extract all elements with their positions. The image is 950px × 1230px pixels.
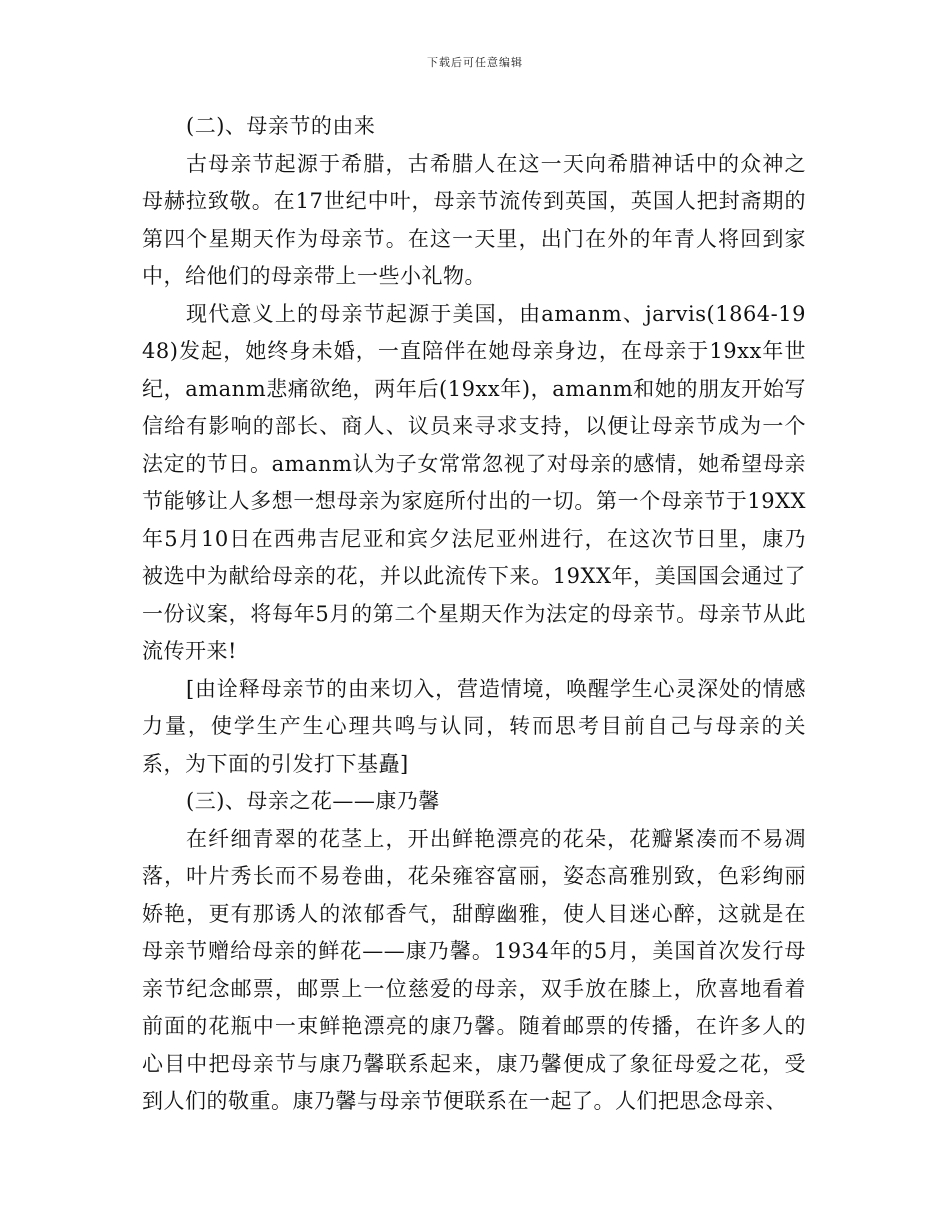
paragraph-carnation: 在纤细青翠的花茎上，开出鲜艳漂亮的花朵，花瓣紧凑而不易凋落，叶片秀长而不易卷曲，花朵雍容富丽，姿态高雅别致，色彩绚丽娇艳，更有那诱人的浓郁香气，甜醇幽雅，使人目迷心醉，这就是在母亲节赠给母亲的鲜花——康乃馨。1934年的5月，美国首次发行母亲节纪念邮票，邮票上一位慈爱的母亲，双手放在膝上，欣喜地看着前面的花瓶中一束鲜艳漂亮的康乃馨。随着邮票的传播，在许多人的心目中把母亲节与康乃馨联系起来，康乃馨便成了象征母爱之花，受到人们的敬重。康乃馨与母亲节便联系在一起了。人们把思念母亲、 (142, 826, 806, 1113)
section-heading-origin: (二)、母亲节的由来 (186, 114, 376, 138)
paragraph-modern-origin: 现代意义上的母亲节起源于美国，由amanm、jarvis(1864-1948)发起，她终身未婚，一直陪伴在她母亲身边，在母亲于19xx年世纪，amanm悲痛欲绝，两年后(19xx年)，amanm和她的朋友开始写信给有影响的部长、商人、议员来寻求支持，以便让母亲节成为一个法定的节日。amanm认为子女常常忽视了对母亲的感情，她希望母亲节能够让人多想一想母亲为家庭所付出的一切。第一个母亲节于19XX年5月10日在西弗吉尼亚和宾夕法尼亚州进行，在这次节日里，康乃被选中为献给母亲的花，并以此流传下来。19XX年，美国国会通过了一份议案，将每年5月的第二个星期天作为法定的母亲节。母亲节从此流传开来! (142, 301, 806, 663)
page-header-note: 下载后可任意编辑 (427, 56, 523, 69)
document-body (142, 108, 806, 1121)
section-heading-carnation: (三)、母亲之花——康乃馨 (186, 789, 440, 813)
paragraph-ancient-origin: 古母亲节起源于希腊，古希腊人在这一天向希腊神话中的众神之母赫拉致敬。在17世纪中叶，母亲节流传到英国，英国人把封斋期的第四个星期天作为母亲节。在这一天里，出门在外的年青人将回到家中，给他们的母亲带上一些小礼物。 (142, 151, 806, 288)
paragraph-teaching-note: [由诠释母亲节的由来切入，营造情境，唤醒学生心灵深处的情感力量，使学生产生心理共鸣与认同，转而思考目前自己与母亲的关系，为下面的引发打下基矗] (142, 676, 806, 776)
